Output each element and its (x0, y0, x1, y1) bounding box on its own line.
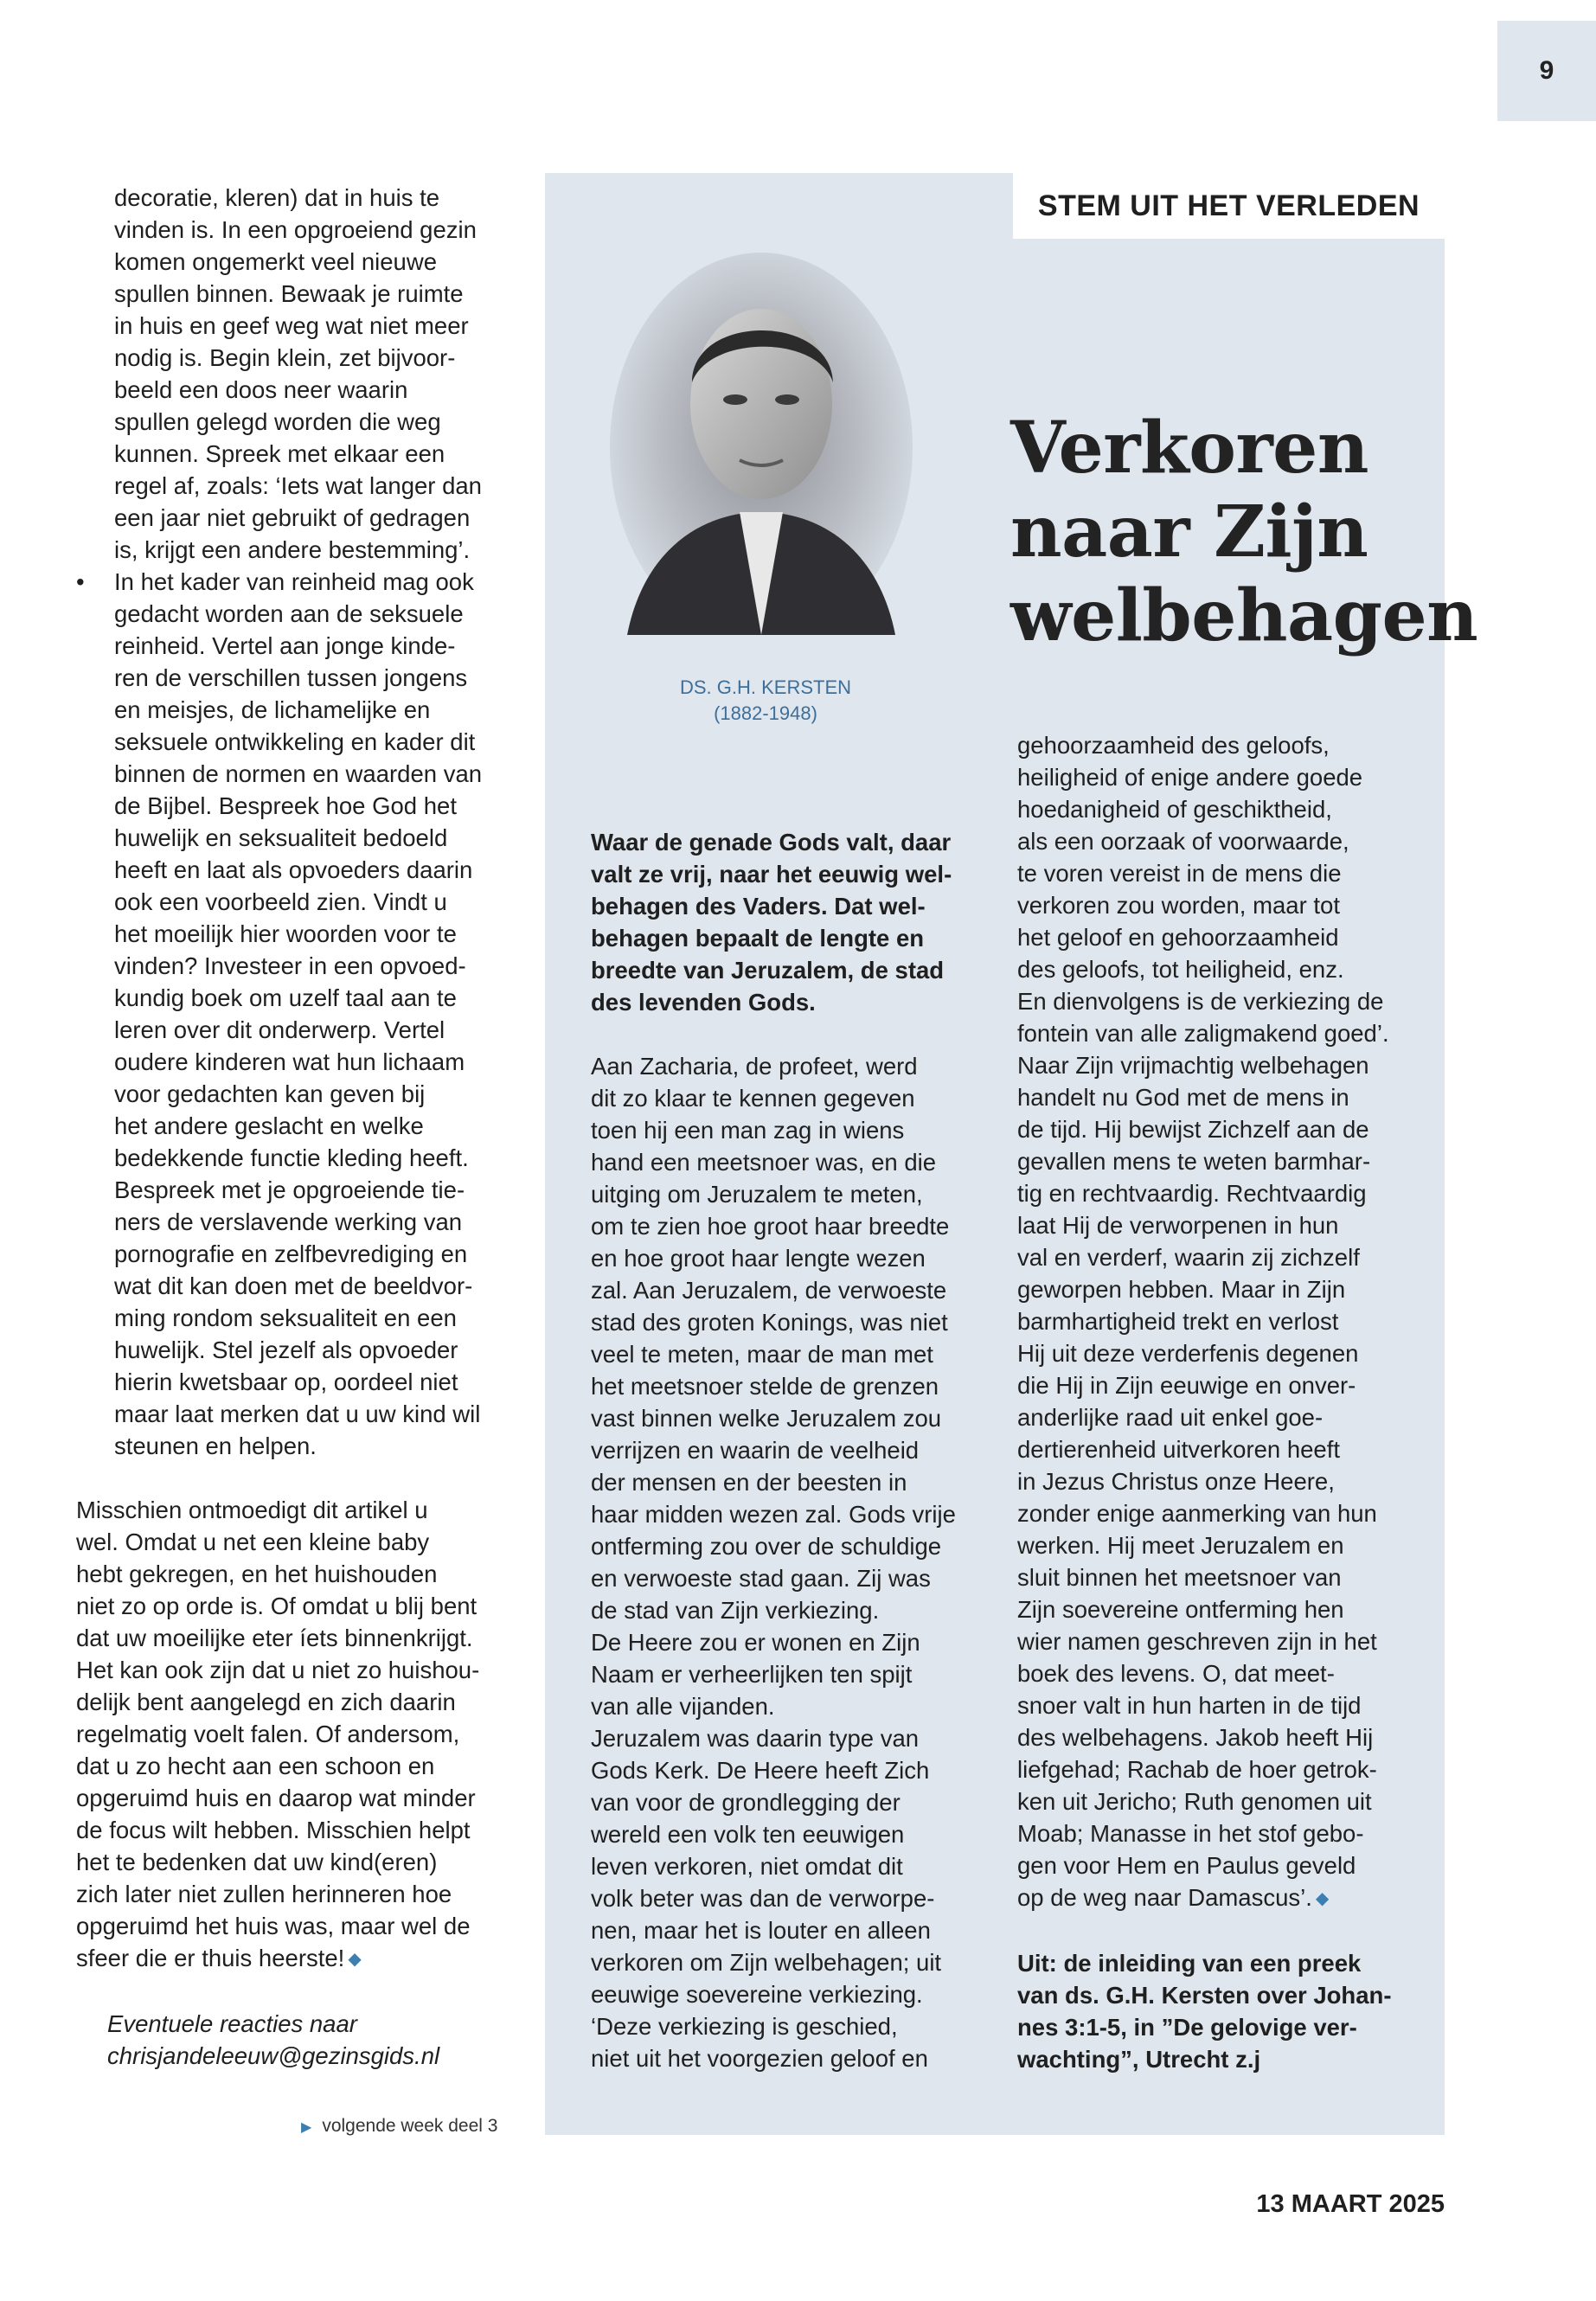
sidebar-right-column (1017, 729, 1433, 2075)
text-line: van voor de grondlegging der (591, 1789, 901, 1816)
text-line: valt ze vrij, naar het eeuwig wel- (591, 861, 952, 888)
text-line: Naam er verheerlijken ten spijt (591, 1661, 913, 1688)
text-line: laat Hij de verworpenen in hun (1017, 1212, 1339, 1239)
text-line: wat dit kan doen met de beeldvor- (114, 1272, 473, 1299)
text-line: anderlijke raad uit enkel goe- (1017, 1404, 1324, 1431)
text-line: handelt nu God met de mens in (1017, 1084, 1349, 1111)
text-line: Jeruzalem was daarin type van (591, 1725, 920, 1752)
text-line: niet zo op orde is. Of omdat u blij bent (76, 1593, 478, 1619)
text-line: nes 3:1-5, in ”De gelovige ver- (1017, 2014, 1357, 2041)
text-line: en meisjes, de lichamelijke en (114, 696, 431, 723)
text-line: barmhartigheid trekt en verlost (1017, 1308, 1339, 1335)
text-line: liefgehad; Rachab de hoer getrok- (1017, 1756, 1377, 1783)
headline: Verkoren naar Zijn welbehagen (1010, 407, 1478, 657)
body-text (591, 1050, 971, 2074)
text-line: bedekkende functie kleding heeft. (114, 1144, 469, 1171)
text-line: pornografie en zelfbevrediging en (114, 1240, 468, 1267)
list-continuation (114, 182, 526, 566)
text-line: Uit: de inleiding van een preek (1017, 1950, 1362, 1977)
text-line: haar midden wezen zal. Gods vrije (591, 1501, 956, 1528)
text-line: en verwoeste stad gaan. Zij was (591, 1565, 931, 1592)
arrow-right-icon: ▶ (301, 2120, 312, 2135)
text-line: Waar de genade Gods valt, daar (591, 829, 952, 856)
text-line: behagen des Vaders. Dat wel- (591, 893, 926, 920)
text-line: Moab; Manasse in het stof gebo- (1017, 1820, 1364, 1847)
text-line: ontferming zou over de schuldige (591, 1533, 942, 1560)
text-line: de stad van Zijn verkiezing. (591, 1597, 880, 1624)
text-line: ken uit Jericho; Ruth genomen uit (1017, 1788, 1372, 1815)
text-line: gevallen mens te weten barmhar- (1017, 1148, 1371, 1175)
text-line: maar laat merken dat u uw kind wil (114, 1400, 481, 1427)
text-line: Aan Zacharia, de profeet, werd (591, 1053, 918, 1080)
text-line: de tijd. Hij bewijst Zichzelf aan de (1017, 1116, 1369, 1143)
text-line: Eventuele reacties naar (107, 2010, 357, 2037)
text-line: dit zo klaar te kennen gegeven (591, 1085, 915, 1112)
text-line: reinheid. Vertel aan jonge kinde- (114, 632, 456, 659)
text-line: opgeruimd het huis was, maar wel de (76, 1913, 471, 1939)
text-line: beeld een doos neer waarin (114, 376, 408, 403)
text-line: ‘Deze verkiezing is geschied, (591, 2013, 898, 2040)
text-line: voor gedachten kan geven bij (114, 1080, 426, 1107)
text-line: Gods Kerk. De Heere heeft Zich (591, 1757, 930, 1784)
text-line: uitging om Jeruzalem te meten, (591, 1181, 923, 1208)
text-line: van alle vijanden. (591, 1693, 775, 1720)
text-line: eeuwige soevereine verkiezing. (591, 1981, 923, 2008)
text-line: verkoren om Zijn welbehagen; uit (591, 1949, 942, 1976)
text-line: als een oorzaak of voorwaarde, (1017, 828, 1349, 855)
portrait-photo (610, 253, 913, 635)
text-line: kunnen. Spreek met elkaar een (114, 440, 445, 467)
text-line: der mensen en der beesten in (591, 1469, 907, 1496)
text-line: op de weg naar Damascus’. ◆ (1017, 1884, 1330, 1911)
text-line: verrijzen en waarin de veelheid (591, 1437, 920, 1464)
text-line: • In het kader van reinheid mag ook (114, 566, 526, 598)
text-line: Bespreek met je opgroeiende tie- (114, 1176, 465, 1203)
next-week-note: ▶ volgende week deel 3 (301, 2116, 498, 2136)
end-mark-icon: ◆ (348, 1950, 362, 1969)
text-line: werken. Hij meet Jeruzalem en (1017, 1532, 1344, 1559)
text-line: hebt gekregen, en het huishouden (76, 1561, 438, 1587)
text-line: huwelijk. Stel jezelf als opvoeder (114, 1336, 458, 1363)
text-line: steunen en helpen. (114, 1433, 317, 1459)
text-line: zich later niet zullen herinneren hoe (76, 1881, 452, 1907)
text-line: fontein van alle zaligmakend goed’. (1017, 1020, 1389, 1047)
text-line: des welbehagens. Jakob heeft Hij (1017, 1724, 1374, 1751)
sidebar-middle-column (591, 826, 971, 2074)
text-line: in Jezus Christus onze Heere, (1017, 1468, 1335, 1495)
body-text (1017, 729, 1433, 1915)
text-line: behagen bepaalt de lengte en (591, 925, 925, 952)
text-line: vinden? Investeer in een opvoed- (114, 952, 466, 979)
source-note (1017, 1947, 1433, 2075)
text-line: de focus wilt hebben. Misschien helpt (76, 1817, 471, 1843)
text-line: het te bedenken dat uw kind(eren) (76, 1849, 438, 1875)
text-line: dat uw moeilijke eter íets binnenkrijgt. (76, 1625, 473, 1651)
text-line: opgeruimd huis en daarop wat minder (76, 1785, 476, 1811)
text-line: Hij uit deze verderfenis degenen (1017, 1340, 1359, 1367)
text-line: hoedanigheid of geschiktheid, (1017, 796, 1332, 823)
text-line: wier namen geschreven zijn in het (1017, 1628, 1377, 1655)
bullet-list-item (76, 566, 526, 1462)
text-line: snoer valt in hun harten in de tijd (1017, 1692, 1362, 1719)
text-line: komen ongemerkt veel nieuwe (114, 248, 437, 275)
text-line: regel af, zoals: ‘Iets wat langer dan (114, 472, 482, 499)
text-line: ners de verslavende werking van (114, 1208, 463, 1235)
text-line: regelmatig voelt falen. Of andersom, (76, 1721, 460, 1747)
text-line: kundig boek om uzelf taal aan te (114, 984, 457, 1011)
text-line: gen voor Hem en Paulus geveld (1017, 1852, 1356, 1879)
text-line: ook een voorbeeld zien. Vindt u (114, 888, 447, 915)
text-line: spullen binnen. Bewaak je ruimte (114, 280, 464, 307)
text-line: val en verderf, waarin zij zichzelf (1017, 1244, 1360, 1271)
text-line: tig en rechtvaardig. Rechtvaardig (1017, 1180, 1367, 1207)
text-line: Zijn soevereine ontferming hen (1017, 1596, 1344, 1623)
text-line: hand een meetsnoer was, en die (591, 1149, 937, 1176)
text-line: dertierenheid uitverkoren heeft (1017, 1436, 1341, 1463)
text-line: wereld een volk ten eeuwigen (591, 1821, 905, 1848)
text-line: geworpen hebben. Maar in Zijn (1017, 1276, 1346, 1303)
text-line: niet uit het voorgezien geloof en (591, 2045, 928, 2072)
text-line: zonder enige aanmerking van hun (1017, 1500, 1377, 1527)
intro-paragraph (591, 826, 971, 1018)
email-link[interactable]: chrisjandeleeuw@gezinsgids.nl (107, 2042, 440, 2069)
reactions-note (76, 2008, 526, 2072)
closing-paragraph (76, 1494, 526, 1976)
text-line: binnen de normen en waarden van (114, 760, 483, 787)
text-line: boek des levens. O, dat meet- (1017, 1660, 1335, 1687)
text-line: gedacht worden aan de seksuele (114, 600, 464, 627)
text-line: wel. Omdat u net een kleine baby (76, 1529, 430, 1555)
text-line: het geloof en gehoorzaamheid (1017, 924, 1339, 951)
text-line: vinden is. In een opgroeiend gezin (114, 216, 477, 243)
text-line: en hoe groot haar lengte wezen (591, 1245, 926, 1272)
left-column (76, 182, 526, 2072)
text-line: des geloofs, tot heiligheid, enz. (1017, 956, 1344, 983)
text-line: zal. Aan Jeruzalem, de verwoeste (591, 1277, 947, 1304)
text-line: En dienvolgens is de verkiezing de (1017, 988, 1384, 1015)
text-line: sfeer die er thuis heerste! ◆ (76, 1945, 362, 1971)
text-line: De Heere zou er wonen en Zijn (591, 1629, 920, 1656)
text-line: des levenden Gods. (591, 989, 816, 1016)
text-line: leren over dit onderwerp. Vertel (114, 1016, 445, 1043)
text-line: sluit binnen het meetsnoer van (1017, 1564, 1342, 1591)
photo-caption: DS. G.H. KERSTEN (1882-1948) (679, 676, 852, 724)
text-line: nodig is. Begin klein, zet bijvoor- (114, 344, 456, 371)
end-mark-icon: ◆ (1315, 1889, 1330, 1908)
text-line: decoratie, kleren) dat in huis te (114, 184, 440, 211)
text-line: van ds. G.H. Kersten over Johan- (1017, 1982, 1392, 2009)
text-line: de Bijbel. Bespreek hoe God het (114, 792, 457, 819)
text-line: breedte van Jeruzalem, de stad (591, 957, 945, 984)
text-line: het meetsnoer stelde de grenzen (591, 1373, 939, 1400)
text-line: Het kan ook zijn dat u niet zo huishou- (76, 1657, 480, 1683)
text-line: ren de verschillen tussen jongens (114, 664, 468, 691)
text-line: in huis en geef weg wat niet meer (114, 312, 469, 339)
text-line: heiligheid of enige andere goede (1017, 764, 1363, 791)
issue-date: 13 MAART 2025 (1256, 2190, 1445, 2218)
text-line: stad des groten Konings, was niet (591, 1309, 948, 1336)
text-line: die Hij in Zijn eeuwige en onver- (1017, 1372, 1356, 1399)
text-line: verkoren zou worden, maar tot (1017, 892, 1340, 919)
page-number: 9 (1497, 21, 1596, 121)
text-line: om te zien hoe groot haar breedte (591, 1213, 950, 1240)
text-line: een jaar niet gebruikt of gedragen (114, 504, 471, 531)
section-label: STEM UIT HET VERLEDEN (1013, 173, 1445, 239)
text-line: delijk bent aangelegd en zich daarin (76, 1689, 456, 1715)
text-line: huwelijk en seksualiteit bedoeld (114, 824, 448, 851)
text-line: veel te meten, maar de man met (591, 1341, 933, 1368)
text-line: het moeilijk hier woorden voor te (114, 920, 457, 947)
text-line: vast binnen welke Jeruzalem zou (591, 1405, 942, 1432)
text-line: leven verkoren, niet omdat dit (591, 1853, 903, 1880)
text-line: toen hij een man zag in wiens (591, 1117, 905, 1144)
text-line: het andere geslacht en welke (114, 1112, 424, 1139)
bullet-icon: • (76, 568, 85, 595)
text-line: seksuele ontwikkeling en kader dit (114, 728, 476, 755)
text-line: Misschien ontmoedigt dit artikel u (76, 1497, 428, 1523)
text-line: gehoorzaamheid des geloofs, (1017, 732, 1330, 759)
text-line: te voren vereist in de mens die (1017, 860, 1342, 887)
text-line: is, krijgt een andere bestemming’. (114, 536, 471, 563)
text-line: Naar Zijn vrijmachtig welbehagen (1017, 1052, 1369, 1079)
text-line: spullen gelegd worden die weg (114, 408, 441, 435)
text-line: ming rondom seksualiteit en een (114, 1304, 457, 1331)
text-line: nen, maar het is louter en alleen (591, 1917, 931, 1944)
text-line: wachting”, Utrecht z.j (1017, 2046, 1261, 2073)
text-line: volk beter was dan de verworpe- (591, 1885, 935, 1912)
text-line: hierin kwetsbaar op, oordeel niet (114, 1368, 458, 1395)
text-line: oudere kinderen wat hun lichaam (114, 1048, 465, 1075)
text-line: dat u zo hecht aan een schoon en (76, 1753, 435, 1779)
text-line: heeft en laat als opvoeders daarin (114, 856, 473, 883)
